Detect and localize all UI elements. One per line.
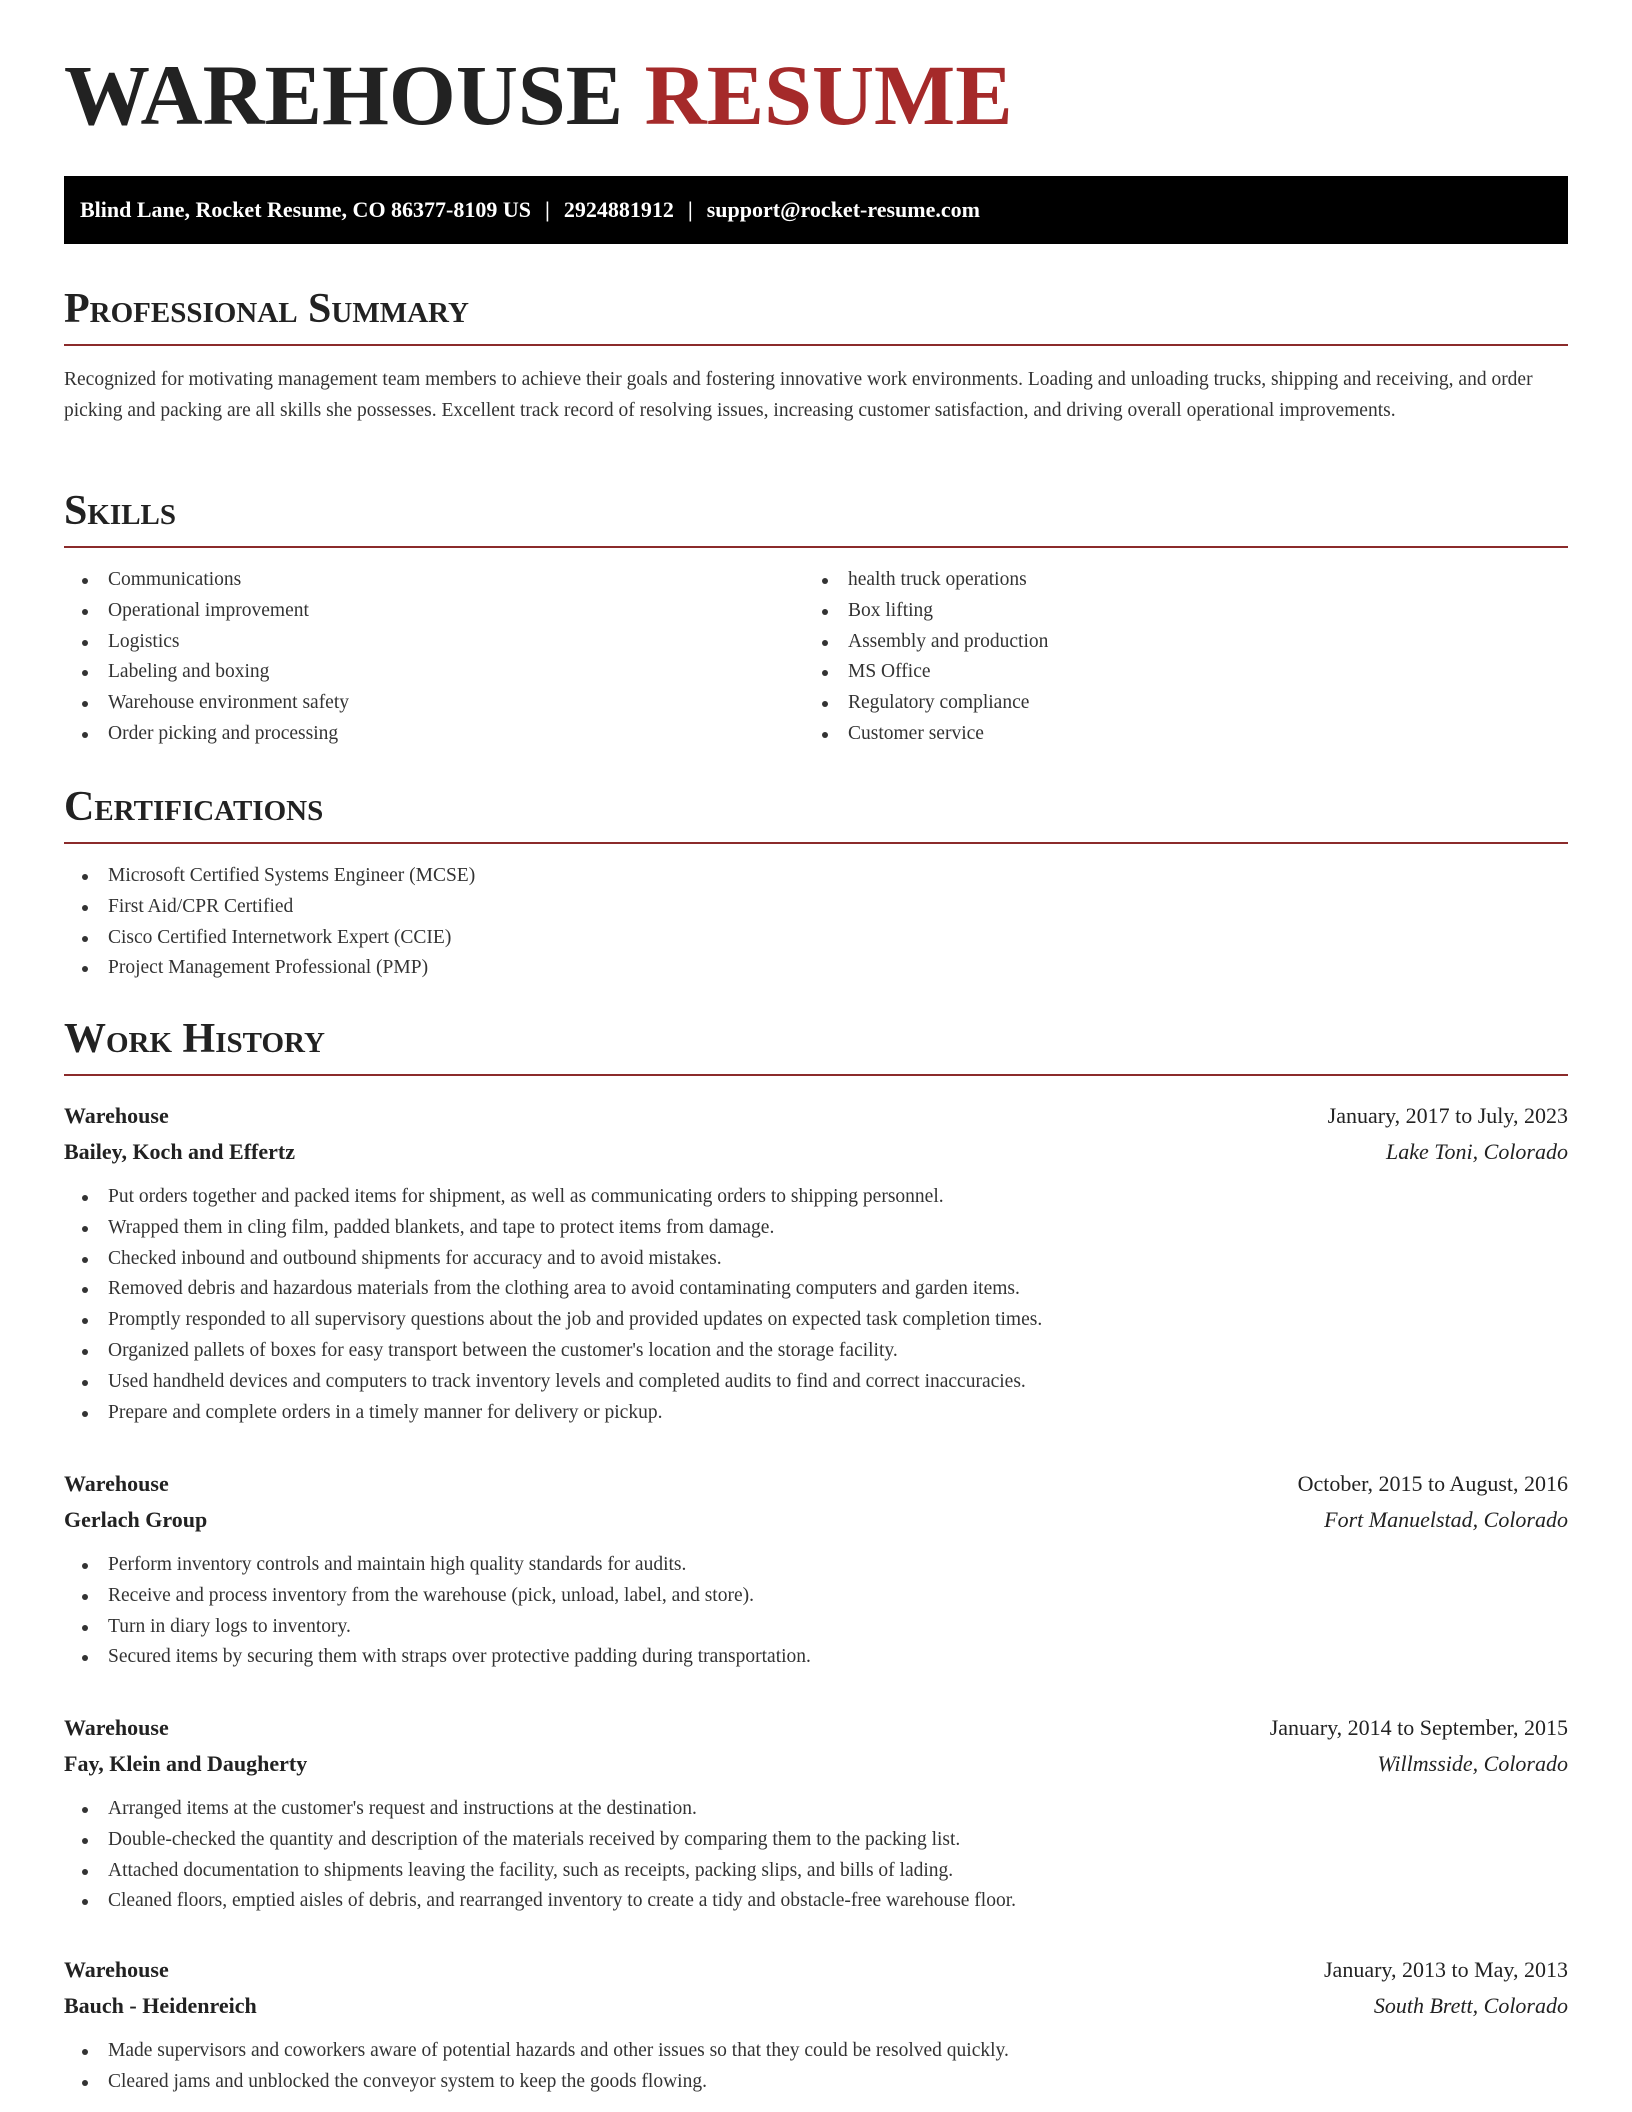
skill-item: Box lifting	[804, 596, 1544, 627]
job-row-top	[64, 1098, 1568, 1134]
job-entry	[64, 1952, 1568, 2098]
job-entry	[64, 1710, 1568, 1917]
job-bullet: Arranged items at the customer's request and instructions at the destination.	[64, 1794, 1568, 1825]
job-bullet: Cleaned floors, emptied aisles of debris, and rearranged inventory to create a tidy and obstacle-free warehouse floor.	[64, 1886, 1568, 1917]
job-role: Warehouse	[64, 1103, 169, 1128]
job-bullets	[64, 2036, 1568, 2098]
summary-heading: Professional Summary	[64, 288, 1568, 346]
job-bullets	[64, 1794, 1568, 1917]
job-bullet: Removed debris and hazardous materials from the clothing area to avoid contaminating computers and garden items.	[64, 1274, 1568, 1305]
job-row-bottom	[64, 1134, 1568, 1170]
certification-item: Cisco Certified Internetwork Expert (CCIE)	[64, 923, 1568, 954]
contact-separator: |	[545, 197, 550, 222]
skills-columns	[64, 565, 1568, 750]
certifications-section	[64, 786, 1568, 984]
job-bullet: Attached documentation to shipments leaving the facility, such as receipts, packing slips, and bills of lading.	[64, 1856, 1568, 1887]
skill-item: Order picking and processing	[64, 719, 804, 750]
summary-section	[64, 288, 1568, 426]
skills-section	[64, 490, 1568, 750]
contact-separator: |	[687, 197, 693, 222]
job-entry	[64, 1098, 1568, 1428]
contact-phone: 2924881912	[563, 197, 674, 222]
title-accent: RESUME	[644, 47, 1013, 143]
job-company: Fay, Klein and Daugherty	[64, 1751, 308, 1776]
job-location: South Brett, Colorado	[1373, 1993, 1568, 2018]
skill-item: Warehouse environment safety	[64, 688, 804, 719]
certifications-heading: Certifications	[64, 786, 1568, 844]
job-location: Willmsside, Colorado	[1377, 1751, 1568, 1776]
job-row-bottom	[64, 1502, 1568, 1538]
contact-bar	[64, 176, 1568, 244]
job-company: Bailey, Koch and Effertz	[64, 1139, 295, 1164]
job-dates: October, 2015 to August, 2016	[1297, 1471, 1568, 1496]
resume-title	[64, 47, 1013, 143]
job-row-bottom	[64, 1746, 1568, 1782]
job-location: Fort Manuelstad, Colorado	[1324, 1507, 1568, 1532]
title-main: WAREHOUSE	[64, 47, 624, 143]
job-bullet: Receive and process inventory from the warehouse (pick, unload, label, and store).	[64, 1581, 1568, 1612]
job-role: Warehouse	[64, 1957, 169, 1982]
job-role: Warehouse	[64, 1715, 169, 1740]
job-location: Lake Toni, Colorado	[1386, 1139, 1568, 1164]
job-bullet: Organized pallets of boxes for easy transport between the customer's location and the storage facility.	[64, 1336, 1568, 1367]
job-bullet: Checked inbound and outbound shipments for accuracy and to avoid mistakes.	[64, 1244, 1568, 1275]
job-bullet: Double-checked the quantity and description of the materials received by comparing them to the packing list.	[64, 1825, 1568, 1856]
job-row-bottom	[64, 1988, 1568, 2024]
job-bullet: Turn in diary logs to inventory.	[64, 1612, 1568, 1643]
skills-heading: Skills	[64, 490, 1568, 548]
contact-address: Blind Lane, Rocket Resume, CO 86377-8109 US	[80, 197, 532, 222]
certification-item: Microsoft Certified Systems Engineer (MCSE)	[64, 861, 1568, 892]
job-row-top	[64, 1710, 1568, 1746]
contact-email[interactable]: support@rocket-resume.com	[706, 197, 980, 222]
skill-item: health truck operations	[804, 565, 1544, 596]
job-row-top	[64, 1466, 1568, 1502]
job-dates: January, 2017 to July, 2023	[1327, 1103, 1568, 1128]
skills-list-left	[64, 565, 804, 750]
job-bullet: Made supervisors and coworkers aware of potential hazards and other issues so that they could be resolved quickly.	[64, 2036, 1568, 2067]
certification-item: First Aid/CPR Certified	[64, 892, 1568, 923]
summary-text: Recognized for motivating management team members to achieve their goals and fostering innovative work environments. Loading and unloading trucks, shipping and receiving, and order picking and packing are all skills she possesses. Excellent track record of resolving issues, increasing customer satisfaction, and driving overall operational improvements.	[64, 369, 1533, 421]
skill-item: Regulatory compliance	[804, 688, 1544, 719]
job-bullets	[64, 1550, 1568, 1673]
skill-item: Logistics	[64, 627, 804, 658]
skill-item: Customer service	[804, 719, 1544, 750]
skill-item: MS Office	[804, 657, 1544, 688]
job-entry	[64, 1466, 1568, 1673]
job-dates: January, 2014 to September, 2015	[1269, 1715, 1568, 1740]
job-bullet: Perform inventory controls and maintain high quality standards for audits.	[64, 1550, 1568, 1581]
skill-item: Labeling and boxing	[64, 657, 804, 688]
job-company: Gerlach Group	[64, 1507, 208, 1532]
job-bullet: Secured items by securing them with straps over protective padding during transportation.	[64, 1642, 1568, 1673]
job-bullet: Promptly responded to all supervisory questions about the job and provided updates on expected task completion times.	[64, 1305, 1568, 1336]
job-bullet: Prepare and complete orders in a timely manner for delivery or pickup.	[64, 1398, 1568, 1429]
work-history-heading: Work History	[64, 1018, 1568, 1076]
skill-item: Communications	[64, 565, 804, 596]
job-bullet: Cleared jams and unblocked the conveyor system to keep the goods flowing.	[64, 2067, 1568, 2098]
job-role: Warehouse	[64, 1471, 169, 1496]
skill-item: Operational improvement	[64, 596, 804, 627]
job-bullet: Put orders together and packed items for shipment, as well as communicating orders to shipping personnel.	[64, 1182, 1568, 1213]
work-history-section	[64, 1018, 1568, 1076]
job-bullets	[64, 1182, 1568, 1428]
job-dates: January, 2013 to May, 2013	[1324, 1957, 1568, 1982]
job-row-top	[64, 1952, 1568, 1988]
certifications-list	[64, 861, 1568, 984]
skills-list-right	[804, 565, 1544, 750]
job-bullet: Wrapped them in cling film, padded blankets, and tape to protect items from damage.	[64, 1213, 1568, 1244]
certification-item: Project Management Professional (PMP)	[64, 953, 1568, 984]
skill-item: Assembly and production	[804, 627, 1544, 658]
job-bullet: Used handheld devices and computers to track inventory levels and completed audits to find and correct inaccuracies.	[64, 1367, 1568, 1398]
job-company: Bauch - Heidenreich	[64, 1993, 257, 2018]
